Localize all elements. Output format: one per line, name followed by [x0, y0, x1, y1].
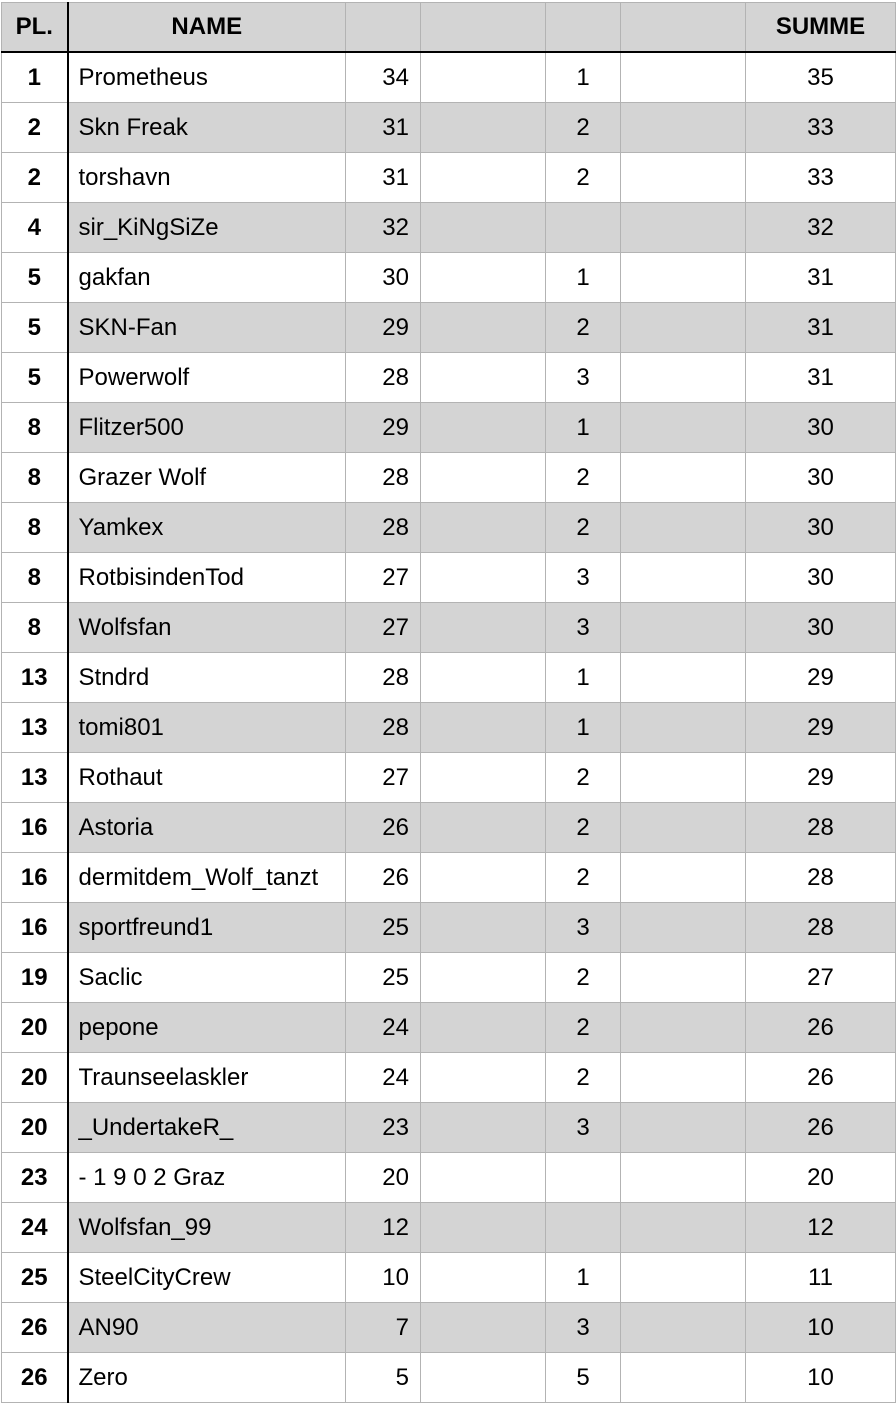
table-row [2, 853, 896, 903]
cell-points-a: 12 [346, 1203, 421, 1253]
table-row [2, 553, 896, 603]
cell-name: Rothaut [68, 753, 346, 803]
cell-points-c: 5 [546, 1353, 621, 1403]
cell-points-b [421, 1003, 546, 1053]
cell-points-a: 7 [346, 1303, 421, 1353]
cell-name: Flitzer500 [68, 403, 346, 453]
cell-points-a: 27 [346, 553, 421, 603]
table-row [2, 503, 896, 553]
cell-summe: 31 [746, 303, 896, 353]
cell-name: torshavn [68, 153, 346, 203]
cell-name: Grazer Wolf [68, 453, 346, 503]
cell-points-b [421, 1353, 546, 1403]
cell-points-c: 3 [546, 1303, 621, 1353]
cell-place: 16 [2, 853, 68, 903]
cell-name: AN90 [68, 1303, 346, 1353]
cell-summe: 33 [746, 153, 896, 203]
cell-place: 24 [2, 1203, 68, 1253]
cell-points-d [621, 603, 746, 653]
table-row [2, 903, 896, 953]
standings-table [1, 2, 896, 1403]
cell-summe: 12 [746, 1203, 896, 1253]
cell-points-c: 2 [546, 803, 621, 853]
cell-points-c: 3 [546, 603, 621, 653]
cell-points-c: 2 [546, 753, 621, 803]
cell-points-c: 3 [546, 903, 621, 953]
cell-place: 8 [2, 453, 68, 503]
cell-points-b [421, 1053, 546, 1103]
cell-name: - 1 9 0 2 Graz [68, 1153, 346, 1203]
cell-points-a: 23 [346, 1103, 421, 1153]
cell-points-a: 20 [346, 1153, 421, 1203]
cell-name: SKN-Fan [68, 303, 346, 353]
cell-place: 5 [2, 303, 68, 353]
table-row [2, 1353, 896, 1403]
cell-points-d [621, 1203, 746, 1253]
cell-name: Astoria [68, 803, 346, 853]
cell-points-a: 27 [346, 603, 421, 653]
cell-name: Stndrd [68, 653, 346, 703]
cell-points-d [621, 1353, 746, 1403]
cell-points-c: 2 [546, 1003, 621, 1053]
cell-place: 8 [2, 403, 68, 453]
cell-name: sportfreund1 [68, 903, 346, 953]
cell-place: 2 [2, 103, 68, 153]
cell-points-d [621, 353, 746, 403]
table-row [2, 353, 896, 403]
cell-name: Zero [68, 1353, 346, 1403]
cell-points-c: 1 [546, 403, 621, 453]
table-row [2, 52, 896, 103]
cell-place: 8 [2, 503, 68, 553]
cell-points-b [421, 1303, 546, 1353]
cell-points-c: 2 [546, 103, 621, 153]
cell-points-b [421, 953, 546, 1003]
cell-place: 13 [2, 653, 68, 703]
header-col-a [346, 3, 421, 53]
cell-points-c: 2 [546, 1053, 621, 1103]
cell-points-d [621, 303, 746, 353]
cell-points-b [421, 303, 546, 353]
table-row [2, 403, 896, 453]
cell-points-c: 2 [546, 303, 621, 353]
cell-summe: 11 [746, 1253, 896, 1303]
cell-name: Saclic [68, 953, 346, 1003]
table-row [2, 1103, 896, 1153]
table-header [2, 3, 896, 53]
table-row [2, 803, 896, 853]
cell-points-a: 32 [346, 203, 421, 253]
cell-points-b [421, 503, 546, 553]
cell-place: 8 [2, 603, 68, 653]
table-row [2, 453, 896, 503]
cell-points-a: 26 [346, 853, 421, 903]
cell-place: 5 [2, 253, 68, 303]
cell-name: Prometheus [68, 52, 346, 103]
cell-place: 2 [2, 153, 68, 203]
cell-summe: 20 [746, 1153, 896, 1203]
cell-points-c: 3 [546, 353, 621, 403]
cell-summe: 31 [746, 253, 896, 303]
cell-points-a: 34 [346, 52, 421, 103]
cell-place: 5 [2, 353, 68, 403]
cell-points-d [621, 653, 746, 703]
cell-summe: 28 [746, 853, 896, 903]
cell-points-a: 25 [346, 903, 421, 953]
cell-points-c: 2 [546, 153, 621, 203]
cell-summe: 27 [746, 953, 896, 1003]
cell-summe: 29 [746, 703, 896, 753]
cell-points-d [621, 203, 746, 253]
cell-points-b [421, 453, 546, 503]
table-row [2, 1153, 896, 1203]
cell-place: 16 [2, 903, 68, 953]
cell-points-a: 29 [346, 303, 421, 353]
header-col-d [621, 3, 746, 53]
cell-name: Powerwolf [68, 353, 346, 403]
cell-summe: 30 [746, 503, 896, 553]
cell-points-a: 31 [346, 103, 421, 153]
header-col-b [421, 3, 546, 53]
cell-summe: 29 [746, 653, 896, 703]
cell-name: _UndertakeR_ [68, 1103, 346, 1153]
cell-place: 16 [2, 803, 68, 853]
cell-points-b [421, 103, 546, 153]
cell-place: 19 [2, 953, 68, 1003]
cell-points-d [621, 453, 746, 503]
cell-points-d [621, 703, 746, 753]
table-row [2, 603, 896, 653]
cell-summe: 29 [746, 753, 896, 803]
table-body [2, 52, 896, 1403]
cell-points-b [421, 203, 546, 253]
cell-points-c: 1 [546, 703, 621, 753]
cell-points-d [621, 953, 746, 1003]
cell-points-d [621, 803, 746, 853]
cell-place: 23 [2, 1153, 68, 1203]
cell-points-c: 2 [546, 953, 621, 1003]
cell-place: 25 [2, 1253, 68, 1303]
cell-points-a: 28 [346, 703, 421, 753]
cell-summe: 30 [746, 603, 896, 653]
table-row [2, 1003, 896, 1053]
table-row [2, 653, 896, 703]
cell-summe: 32 [746, 203, 896, 253]
cell-summe: 35 [746, 52, 896, 103]
table-row [2, 103, 896, 153]
cell-name: dermitdem_Wolf_tanzt [68, 853, 346, 903]
cell-summe: 10 [746, 1303, 896, 1353]
cell-points-b [421, 603, 546, 653]
table-row [2, 1253, 896, 1303]
cell-points-b [421, 553, 546, 603]
cell-points-d [621, 403, 746, 453]
cell-points-a: 10 [346, 1253, 421, 1303]
cell-place: 20 [2, 1103, 68, 1153]
cell-points-a: 25 [346, 953, 421, 1003]
cell-points-c [546, 1203, 621, 1253]
cell-points-b [421, 403, 546, 453]
cell-points-d [621, 903, 746, 953]
cell-points-a: 28 [346, 503, 421, 553]
cell-points-d [621, 1153, 746, 1203]
cell-points-b [421, 253, 546, 303]
cell-points-d [621, 103, 746, 153]
cell-points-d [621, 1003, 746, 1053]
cell-points-c: 1 [546, 653, 621, 703]
cell-points-b [421, 853, 546, 903]
cell-points-b [421, 653, 546, 703]
cell-name: pepone [68, 1003, 346, 1053]
cell-points-b [421, 153, 546, 203]
cell-points-a: 30 [346, 253, 421, 303]
header-name: NAME [68, 3, 346, 53]
cell-name: Wolfsfan_99 [68, 1203, 346, 1253]
cell-points-a: 28 [346, 653, 421, 703]
cell-name: Skn Freak [68, 103, 346, 153]
cell-name: Traunseelaskler [68, 1053, 346, 1103]
cell-points-a: 24 [346, 1053, 421, 1103]
table-row [2, 1303, 896, 1353]
cell-summe: 30 [746, 553, 896, 603]
cell-name: tomi801 [68, 703, 346, 753]
cell-summe: 30 [746, 403, 896, 453]
cell-points-b [421, 353, 546, 403]
cell-name: SteelCityCrew [68, 1253, 346, 1303]
cell-place: 13 [2, 703, 68, 753]
table-row [2, 303, 896, 353]
cell-points-b [421, 753, 546, 803]
cell-points-c [546, 1153, 621, 1203]
cell-summe: 26 [746, 1053, 896, 1103]
cell-points-c: 1 [546, 253, 621, 303]
header-col-c [546, 3, 621, 53]
cell-place: 4 [2, 203, 68, 253]
table-row [2, 153, 896, 203]
cell-points-b [421, 903, 546, 953]
cell-points-a: 26 [346, 803, 421, 853]
cell-points-a: 28 [346, 453, 421, 503]
cell-points-a: 29 [346, 403, 421, 453]
cell-points-b [421, 1103, 546, 1153]
cell-points-c: 3 [546, 553, 621, 603]
cell-points-d [621, 52, 746, 103]
header-row [2, 3, 896, 53]
cell-points-d [621, 1103, 746, 1153]
cell-points-a: 27 [346, 753, 421, 803]
table-row [2, 1053, 896, 1103]
table-row [2, 1203, 896, 1253]
header-summe: SUMME [746, 3, 896, 53]
cell-name: RotbisindenTod [68, 553, 346, 603]
table-row [2, 753, 896, 803]
cell-points-c: 2 [546, 503, 621, 553]
cell-place: 8 [2, 553, 68, 603]
cell-points-d [621, 753, 746, 803]
cell-points-d [621, 153, 746, 203]
cell-points-d [621, 503, 746, 553]
cell-points-b [421, 1253, 546, 1303]
cell-points-a: 28 [346, 353, 421, 403]
cell-summe: 28 [746, 803, 896, 853]
cell-points-d [621, 1253, 746, 1303]
cell-summe: 26 [746, 1103, 896, 1153]
cell-points-a: 24 [346, 1003, 421, 1053]
header-place: PL. [2, 3, 68, 53]
cell-name: gakfan [68, 253, 346, 303]
cell-points-b [421, 803, 546, 853]
cell-points-d [621, 1053, 746, 1103]
cell-points-c: 2 [546, 853, 621, 903]
cell-place: 26 [2, 1303, 68, 1353]
cell-points-a: 5 [346, 1353, 421, 1403]
cell-name: sir_KiNgSiZe [68, 203, 346, 253]
cell-place: 26 [2, 1353, 68, 1403]
table-row [2, 253, 896, 303]
cell-summe: 33 [746, 103, 896, 153]
cell-points-d [621, 553, 746, 603]
cell-points-d [621, 1303, 746, 1353]
table-row [2, 953, 896, 1003]
cell-points-b [421, 703, 546, 753]
cell-points-c: 1 [546, 1253, 621, 1303]
cell-points-c: 2 [546, 453, 621, 503]
cell-points-c: 3 [546, 1103, 621, 1153]
cell-summe: 31 [746, 353, 896, 403]
cell-points-b [421, 1153, 546, 1203]
cell-summe: 26 [746, 1003, 896, 1053]
table-row [2, 703, 896, 753]
cell-points-a: 31 [346, 153, 421, 203]
cell-summe: 10 [746, 1353, 896, 1403]
cell-points-d [621, 253, 746, 303]
cell-name: Yamkex [68, 503, 346, 553]
cell-summe: 30 [746, 453, 896, 503]
cell-place: 20 [2, 1053, 68, 1103]
cell-place: 13 [2, 753, 68, 803]
cell-points-b [421, 1203, 546, 1253]
cell-points-c [546, 203, 621, 253]
cell-summe: 28 [746, 903, 896, 953]
cell-place: 20 [2, 1003, 68, 1053]
cell-points-c: 1 [546, 52, 621, 103]
cell-place: 1 [2, 52, 68, 103]
table-row [2, 203, 896, 253]
cell-points-d [621, 853, 746, 903]
cell-points-b [421, 52, 546, 103]
cell-name: Wolfsfan [68, 603, 346, 653]
